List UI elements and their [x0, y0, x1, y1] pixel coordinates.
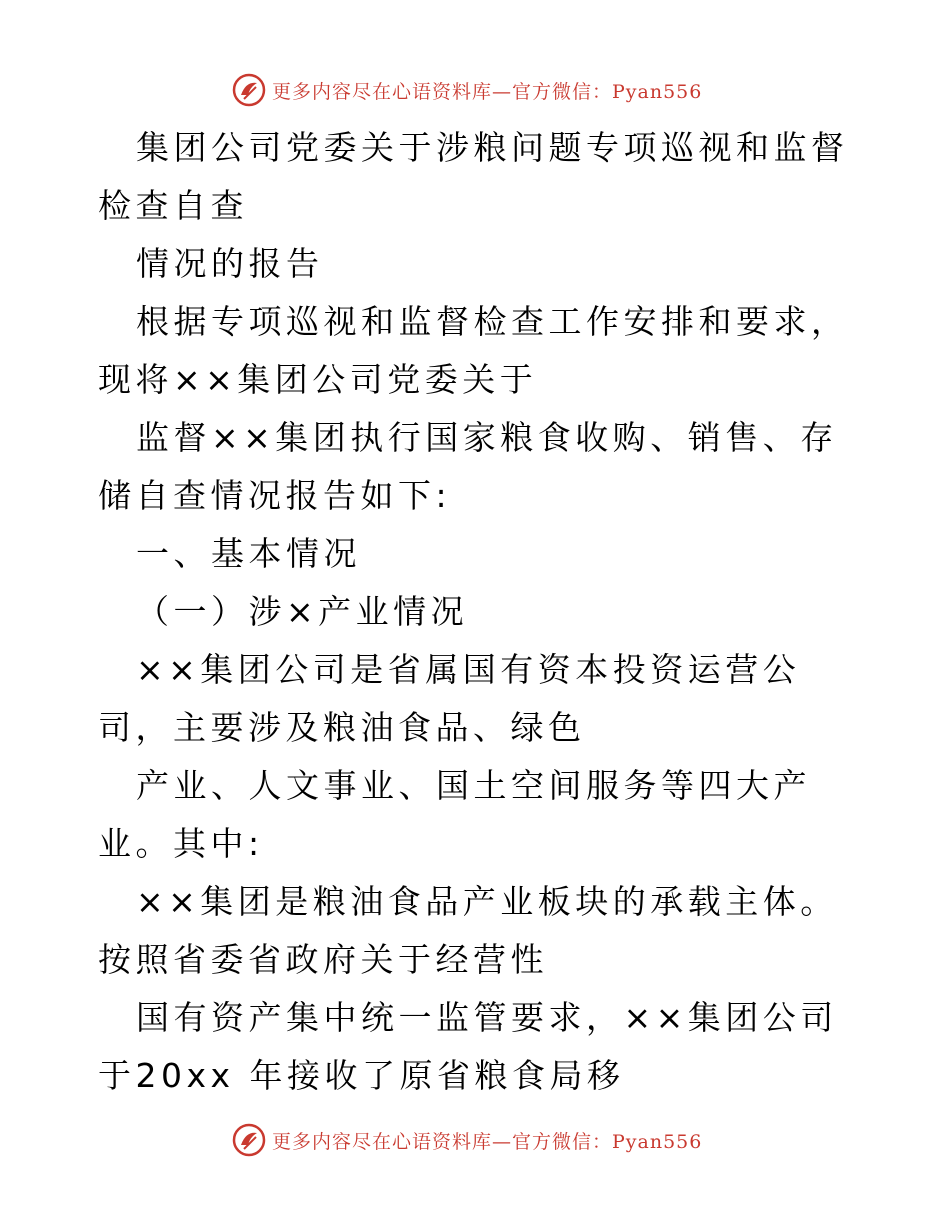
watermark-banner-bottom: [232, 1122, 702, 1158]
subsection-heading: （一）涉×产业情况: [136, 592, 469, 631]
library-logo-icon: [232, 1123, 266, 1157]
watermark-banner-top: [232, 72, 702, 108]
watermark-text: 更多内容尽在心语资料库—官方微信：Pyan556: [272, 1130, 703, 1153]
watermark-text: 更多内容尽在心语资料库—官方微信：Pyan556: [272, 80, 703, 103]
section-heading: 一、基本情况: [136, 534, 361, 573]
paragraph-intro-cont: 监督××集团执行国家粮食收购、销售、存储自查情况报告如下:: [98, 418, 838, 515]
library-logo-icon: [232, 73, 266, 107]
paragraph-asset-transfer: 国有资产集中统一监管要求，××集团公司于20xx 年接收了原省粮食局移: [98, 998, 838, 1095]
paragraph-group-overview: ××集团公司是省属国有资本投资运营公司，主要涉及粮油食品、绿色: [98, 650, 801, 747]
title-line-1: 集团公司党委关于涉粮问题专项巡视和监督检查自查: [98, 128, 849, 225]
paragraph-intro: 根据专项巡视和监督检查工作安排和要求，现将××集团公司党委关于: [98, 302, 849, 399]
paragraph-group-overview-cont: 产业、人文事业、国土空间服务等四大产业。其中:: [98, 766, 811, 863]
title-line-2: 情况的报告: [136, 244, 324, 283]
paragraph-grain-subject: ××集团是粮油食品产业板块的承载主体。按照省委省政府关于经营性: [98, 882, 838, 979]
document-body: [98, 119, 858, 1105]
